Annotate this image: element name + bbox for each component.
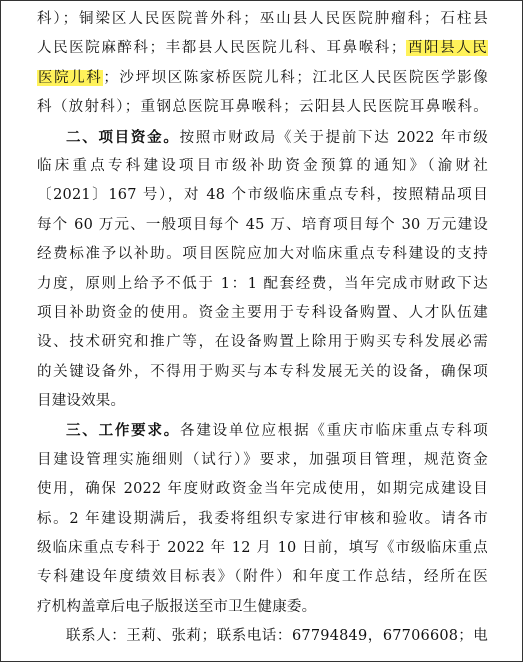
para1-line-3 [37, 64, 488, 93]
section3-line-2: 目建设管理实施细则（试行）》要求，加强项目管理，规范资金 [37, 451, 488, 468]
para1-line-3-text: ；沙坪坝区陈家桥医院儿科；江北区人民医院医学影像 [103, 69, 488, 86]
para1-line-2 [37, 34, 488, 63]
highlighted-department: 医院儿科 [38, 69, 103, 86]
section3-line-5: 级临床重点专科于 2022 年 12 月 10 日前，填写《市级临床重点 [37, 540, 488, 557]
section3-heading: 三、工作要求。 [66, 422, 181, 440]
section3-line-1-text: 各建设单位应根据《重庆市临床重点专科项 [180, 423, 488, 440]
para1-line-4: 科（放射科）；重钢总医院耳鼻喉科；云阳县人民医院耳鼻喉科。 [37, 99, 488, 116]
highlighted-hospital-name: 酉阳县人民 [406, 40, 488, 57]
section2-line-7: 项目补助资金的使用。资金主要用于专科设备购置、人才队伍建 [37, 304, 488, 321]
para1-line-1: 科）；铜梁区人民医院普外科；巫山县人民医院肿瘤科；石柱县 [37, 11, 488, 27]
section2-line-6: 力度，原则上给予不低于 1：1 配套经费，当年完成市财政下达 [37, 275, 488, 292]
section3-line-4: 标。2 年建设期满后，我委将组织专家进行审核和验收。请各市 [37, 510, 488, 527]
section3-line-7: 疗机构盖章后电子版报送至市卫生健康委。 [37, 598, 317, 615]
para1-line-2-text: 人民医院麻醉科；丰都县人民医院儿科、耳鼻喉科； [37, 40, 406, 57]
section2-line-5: 经费标准予以补助。项目医院应加大对临床重点专科建设的支持 [37, 246, 488, 263]
section2-line-3: 〔2021〕167 号），对 48 个市级临床重点专科，按照精品项目 [37, 187, 488, 204]
section2-line-1 [37, 123, 488, 152]
contact-line: 联系人：王莉、张莉；联系电话：67794849，67706608；电 [66, 628, 488, 645]
section2-line-9: 的关键设备外，不得用于购买与本专科发展无关的设备，确保项 [37, 363, 488, 380]
section2-line-1-text: 按照市财政局《关于提前下达 2022 年市级 [179, 129, 488, 146]
document-body [37, 5, 488, 652]
section2-line-10: 目建设效果。 [37, 393, 126, 410]
section2-heading: 二、项目资金。 [66, 128, 180, 146]
section2-line-8: 设、技术研究和推广等，在设备购置上除用于购买专科发展必需 [37, 334, 488, 351]
section3-line-3: 使用，确保 2022 年度财政资金当年完成使用，如期完成建设目 [37, 481, 488, 498]
section2-line-2: 临床重点专科建设项目市级补助资金预算的通知》（渝财社 [37, 157, 488, 174]
section2-line-4: 每个 60 万元、一般项目每个 45 万、培育项目每个 30 万元建设 [37, 216, 488, 233]
section3-line-6: 专科建设年度绩效目标表》（附件）和年度工作总结，经所在医 [37, 569, 488, 586]
section3-line-1 [37, 416, 488, 445]
